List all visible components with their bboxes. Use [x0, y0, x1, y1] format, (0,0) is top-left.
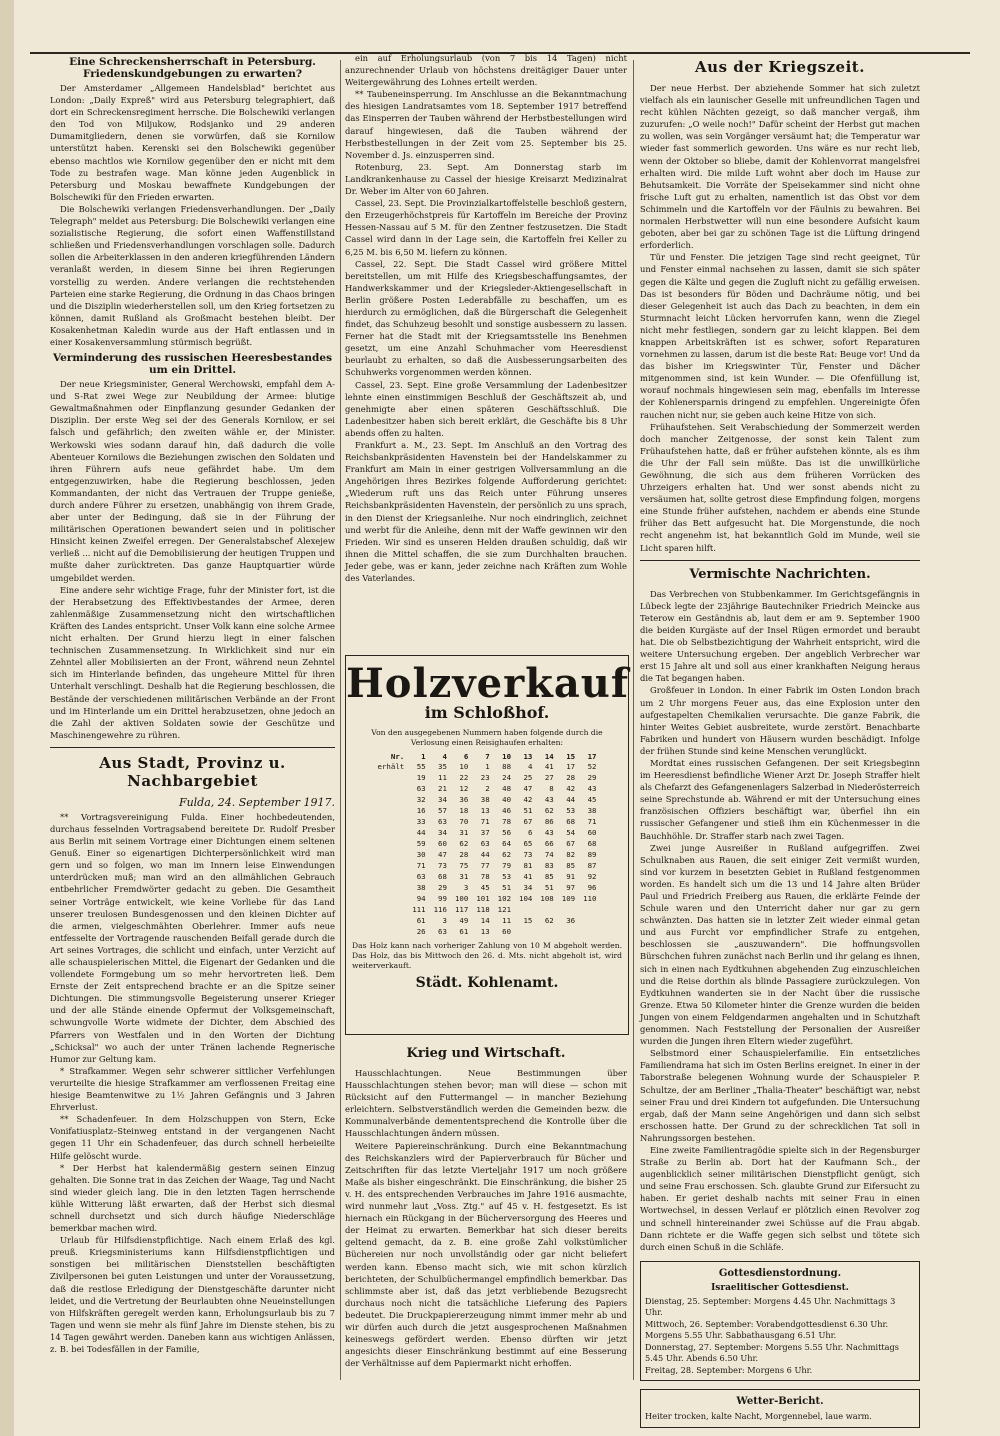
table-cell: 32	[416, 795, 426, 804]
table-cell: 42	[566, 784, 576, 793]
table-cell: 97	[566, 883, 576, 892]
table-cell: 71	[587, 817, 597, 826]
war-economy-paragraph: Hausschlachtungen. Neue Bestimmungen über Hausschlachtungen stehen bevor; man will diese — schon mit Rücksicht auf den Futtermangel — in mancher Beziehung erleichtern. Selbstverständlich werden die Gemeinden bezw. die Kommunalverbände demententsprechend die Kontrolle über die Hausschlachtungen ändern müssen.	[345, 1068, 627, 1139]
table-cell: 43	[587, 784, 597, 793]
row-label	[374, 816, 409, 827]
war-economy	[345, 1040, 627, 1370]
article-petersburg	[50, 56, 335, 348]
table-cell: 11	[438, 773, 447, 782]
table-header-cell: 14	[544, 752, 554, 761]
table-cell: 19	[416, 773, 426, 782]
article-paragraph: Der Amsterdamer „Allgemeen Handelsblad" berichtet aus London: „Daily Expreß" wird aus Petersburg telegraphiert, daß dort ein Schreckensregiment herrsche. Die Bolschewiki verlangen den Tod von Miljukow, Rodsjanko und 29 anderen Dumamitgliedern, denen sie vorwürfen, daß sie Kornilow unterstützt haben. Kerenski sei den Bolschewiki gegenüber ebenso machtlos wie Kornilow gegenüber den er nicht mit dem Tode zu bestrafen wage. Man könne jeden Augenblick in Petersburg und Moskau bewaffnete Kundgebungen der Bolschewiki für den Frieden erwarten.	[50, 83, 335, 202]
table-cell: 104	[519, 894, 533, 903]
table-body	[374, 761, 601, 937]
ad-subtitle: im Schloßhof.	[424, 703, 550, 722]
table-cell: 31	[459, 828, 469, 837]
table-cell: 78	[480, 872, 490, 881]
table-cell: 46	[502, 806, 512, 815]
row-label: erhält	[377, 762, 405, 771]
column-3	[640, 52, 920, 1422]
table-row	[374, 926, 601, 937]
local-paragraph: * Der Herbst hat kalendermäßig gestern seinen Einzug gehalten. Die Sonne trat in das Zeichen der Waage, Tag und Nacht sind wieder gleich lang. Die in den letzten Tagen herrschende kühle Witterung läßt erwarten, daß der Herbst sich diesmal schnell durchsetzt und sich durch häufige Niederschläge bemerkbar machen wird.	[50, 1162, 335, 1234]
table-header-cell: 4	[442, 752, 447, 761]
worship-line: Donnerstag, 27. September: Morgens 5.55 Uhr. Nachmittags 5.45 Uhr. Abends 6.50 Uhr.	[645, 1341, 900, 1364]
table-cell: 60	[587, 828, 597, 837]
table-header-cell: 7	[485, 752, 490, 761]
table-header-row	[374, 752, 601, 761]
table-cell: 43	[544, 795, 554, 804]
table-row	[374, 827, 601, 838]
table-cell: 68	[438, 872, 447, 881]
table-cell: 43	[544, 828, 554, 837]
table-cell	[558, 926, 579, 937]
war-economy-title: Krieg und Wirtschaft.	[406, 1046, 566, 1061]
table-cell: 81	[523, 861, 533, 870]
table-cell: 3	[442, 916, 447, 925]
war-economy-paragraph: Weitere Papiereinschränkung. Durch eine Bekanntmachung des Reichskanzlers wird der Papierverbrauch für Bücher und Zeitschriften für das letzte Vierteljahr 1917 um noch größere Maße als bisher eingeschränkt. Die Einschränkung, die bisher 25 v. H. des entsprechenden Verbrauches im Jahre 1916 ausmachte, wird nunmehr laut „Voss. Ztg." auf 45 v. H. festgesetzt. Es ist hiernach ein Rückgang in der Bücherversorgung des Heeres und der Heimat zu erwarten. Bemerkbar hat sich dieser bereits geltend gemacht, da z. B. eine große Zahl volkstümlicher Büchereien nur noch unvollständig oder gar nicht beliefert werden kann. Ebenso macht sich, wie mit schon kürzlich berichteten, der Schulbüchermangel empfindlich bemerkbar. Das schlimmste aber ist, daß das jetzt verbliebende Bezugsrecht durchaus noch nicht die tatsächliche Lieferung des Papiers bedeutet. Die Druckpapiererzeugung nimmt immer mehr ab und wir dürfen auch durch die jetzt ausgesprochenen Maßnahmen keineswegs gefördert werden. Ebenso dürften wir jetzt angesichts dieser Einschränkung bestimmt auf eine Besserung der Verhältnisse auf dem Papiermarkt nicht erhoffen.	[345, 1140, 627, 1369]
table-cell: 31	[459, 872, 469, 881]
table-cell: 41	[523, 872, 533, 881]
table-cell: 101	[476, 894, 490, 903]
table-cell	[536, 926, 557, 937]
local-paragraph: ** Schadenfeuer. In dem Holzschuppen von Stern, Ecke Vonifatiusplatz–Steinweg entstand in der vergangenen Nacht gegen 11 Uhr ein Schadenfeuer, das durch schnell herbeieilte Hilfe gelöscht wurde.	[50, 1114, 335, 1161]
table-cell: 25	[523, 773, 533, 782]
table-row	[374, 761, 601, 772]
table-cell: 59	[416, 839, 426, 848]
ad-intro: Von den ausgegebenen Nummern haben folgende durch die Verlosung einen Reisighaufen erhalten:	[371, 728, 603, 747]
table-cell: 40	[502, 795, 512, 804]
table-row	[374, 838, 601, 849]
table-cell: 63	[438, 817, 447, 826]
worship-subtitle: Israelitischer Gottesdienst.	[711, 1282, 849, 1293]
row-label	[374, 783, 409, 794]
article-paragraph: Der neue Kriegsminister, General Werchowski, empfahl dem A- und S-Rat zwei Wege zur Neubildung der Armee: blutige Gewaltmaßnahmen oder Einpflanzung gesunder Gedanken der Disziplin. Der erste Weg sei der des Generals Kornilow, er sei falsch und gefährlich; den zweiten wähle er, der Minister. Werkowski wies sodann darauf hin, daß dadurch die volle Abenteuer Kornilows die Beziehungen zwischen den Soldaten und ihren Führern aufs neue gefährdet habe. Um dem entgegenzuwirken, habe die Regierung beschlossen, jeden Kommandanten, der nicht das Vertrauen der Truppe genieße, durch andere Führer zu ersetzen, unabhängig von ihrem Grade, aber unter der Bedingung, daß sie in der Führung der militärischen Operationen bewandert seien und in politischer Hinsicht keinen Zweifel erregen. Der Generalstabschef Alexejew verließ ... nicht auf die Demobilisierung der heutigen Truppen und mußte daher zurücktreten. Das ganze Hauptquartier würde umgebildet werden.	[50, 379, 335, 583]
table-cell	[536, 904, 557, 915]
table-cell	[515, 904, 536, 915]
worship-line: Mittwoch, 26. September: Vorabendgottesdienst 6.30 Uhr. Morgens 5.55 Uhr. Sabbathausgang 6.51 Uhr.	[645, 1318, 889, 1341]
table-cell: 61	[459, 927, 469, 936]
table-cell: 68	[566, 817, 576, 826]
table-cell: 99	[438, 894, 447, 903]
table-cell: 79	[502, 861, 512, 870]
col3-paragraph: Tür und Fenster. Die jetzigen Tage sind recht geeignet, Tür und Fenster einmal nachsehen zu lassen, damit sie sich später gegen die Kälte und gegen die Zugluft nicht zu gefällig erweisen. Das ist besonders für Böden und Dachräume nötig, und bei dieser Gelegenheit ist auch das Dach zu beachten, in dem ein Sturmnacht leicht Lücken hervorrufen kann, wenn die Ziegel nicht mehr festliegen, sondern gar zu leicht klappen. Bei dem knappen Arbeitskräften ist es schwer, sofort Reparaturen vornehmen zu lassen, darum ist die beste Rat: Beuge vor! Und da das bisher im Kriegswinter Tür, Fenster und Dächer mitgenommen sind, ist kein Wunder. — Die Ofenfüllung ist, worauf nochmals hingewiesen sein mag, ebenfalls im Interesse der Kohlenersparnis dringend zu empfehlen. Ungereinigte Öfen rauchen nicht nur, sie geben auch keine Hitze von sich.	[640, 252, 920, 420]
table-header-cell: 15	[566, 752, 576, 761]
worship-line: Dienstag, 25. September: Morgens 4.45 Uhr. Nachmittags 3 Uhr.	[645, 1295, 896, 1318]
table-cell: 54	[566, 828, 576, 837]
table-cell: 28	[459, 850, 469, 859]
table-cell: 116	[433, 905, 447, 914]
article-heeresbestand	[50, 352, 335, 741]
table-cell: 73	[438, 861, 447, 870]
row-label	[374, 882, 409, 893]
misc-paragraph: Eine zweite Familientragödie spielte sich in der Regensburger Straße zu Berlin ab. Dort hat der Kaufmann Sch., der augenblicklich seiner militärischen Dienstpflicht genügt, sich und seine Frau erschossen. Sch. glaubte Grund zur Eifersucht zu haben. Er geriet deshalb nachts mit seiner Frau in einen Wortwechsel, in dessen Verlauf er plötzlich einen Revolver zog und schnell hintereinander zwei Schüsse auf die Frau abgab. Dann richtete er die Waffe gegen sich selbst und tötete sich durch einen Schuß in die Schläfe.	[640, 1144, 920, 1252]
table-cell: 67	[523, 817, 533, 826]
table-row	[374, 871, 601, 882]
ad-footer: Das Holz kann nach vorheriger Zahlung von 10 M abgeholt werden. Das Holz, das bis Mittwoch den 26. d. Mts. nicht abgeholt ist, wird weiterverkauft.	[352, 941, 622, 970]
table-cell: 18	[459, 806, 469, 815]
table-cell: 22	[459, 773, 469, 782]
dateline: Fulda, 24. September 1917.	[178, 795, 335, 809]
table-cell: 29	[438, 883, 447, 892]
table-cell: 27	[544, 773, 554, 782]
table-cell: 3	[463, 883, 469, 892]
table-cell: 85	[544, 872, 554, 881]
row-label	[374, 772, 409, 783]
table-cell: 73	[523, 850, 533, 859]
table-cell: 29	[587, 773, 597, 782]
table-cell: 45	[587, 795, 597, 804]
table-cell	[579, 926, 600, 937]
table-cell: 61	[416, 916, 426, 925]
table-row	[374, 816, 601, 827]
table-cell: 108	[540, 894, 554, 903]
local-section-title: Aus Stadt, Provinz u. Nachbargebiet	[99, 753, 286, 790]
war-time-title: Aus der Kriegszeit.	[695, 58, 865, 76]
table-row	[374, 915, 601, 926]
article-headline: Eine Schreckensherrschaft in Petersburg. Friedenskundgebungen zu erwarten?	[69, 56, 316, 80]
row-label	[374, 926, 409, 937]
column-2-top	[345, 52, 627, 648]
table-cell: 4	[527, 762, 533, 771]
table-header-label: Nr.	[390, 752, 405, 761]
column-rule-2	[633, 60, 634, 1380]
table-cell: 6	[527, 828, 533, 837]
table-cell	[579, 904, 600, 915]
col3-paragraph: Frühaufstehen. Seit Verabschiedung der Sommerzeit werden doch mancher Zeitgenosse, der sonst kein Talent zum Frühaufstehen hatte, daß er früher aufstehen könnte, als es ihm die Uhr der Fall sein müßte. Das ist die unwillkürliche Gewöhnung, die sich aus dem früheren Vorrücken des Uhrzeigers erhalten hat. Und wer sonst abends nicht zu versäumen hat, sollte getrost diese Empfindung folgen, morgens eine Stunde früher aufstehen, nachdem er abends eine Stunde früher das Bett aufgesucht hat. Die Morgenstunde, die noch recht angenehm ist, hat bekanntlich Gold im Munde, weil sie Licht sparen hilft.	[640, 421, 920, 553]
table-cell: 52	[587, 762, 597, 771]
table-cell: 35	[438, 762, 447, 771]
table-cell: 47	[438, 850, 447, 859]
col2-paragraph: Cassel, 22. Sept. Die Stadt Cassel wird größere Mittel bereitstellen, um mit Hilfe des Kriegsbeschaffungsamtes, der Handwerkskammer und der Kriegsleder-Aktiengesellschaft in Berlin größere Posten Lederabfälle zu beschaffen, um es hierdurch zu ermöglichen, daß die Bürgerschaft die Gelegenheit findet, das Schuhzeug besohlt und sonstige ausbessern zu lassen. Ferner hat die Stadt mit der Kriegsamtsstelle ins Benehmen gesetzt, um eine Anzahl Schuhmacher vom Heeresdienst beurlaubt zu erhalten, so daß die Ausbesserungsarbeiten des Schuhwerks vorgenommen werden können.	[345, 258, 627, 378]
worship-title: Gottesdienstordnung.	[718, 1267, 842, 1279]
table-cell: 86	[544, 817, 554, 826]
table-cell: 41	[544, 762, 554, 771]
table-cell: 70	[459, 817, 469, 826]
article-paragraph: Die Bolschewiki verlangen Friedensverhandlungen. Der „Daily Telegraph" meldet aus Petersburg: Die Bolschewiki verlangen eine sozialistische Regierung, die sofort einen Waffenstillstand schließen und Friedensverhandlungen vorschlagen solle. Dadurch sollen die Arbeiterklassen in den anderen kriegführenden Ländern veranlaßt werden, in diesem Sinne bei ihren Regierungen vorstellig zu werden. Andere verlangen die rechtstehenden Parteien eine starke Regierung, die Ordnung in das Chaos bringen und die Disziplin wiederherstellen soll, um den Krieg fortsetzen zu können, damit Rußland als Großmacht bestehen bleibt. Der Kosakenhetman Kaledin wurde aus der Haft entlassen und in einer Kosakenversammlung stürmisch begrüßt.	[50, 203, 335, 347]
table-cell: 75	[459, 861, 469, 870]
local-paragraph: ** Vortragsvereinigung Fulda. Einer hochbedeutenden, durchaus fesselnden Vortragsabend bereitete Dr. Rudolf Presber aus Berlin mit seinem Vortrage einer Dichtungen einem seltenen Genuß. Einer so eigenartigen Dichterpersönlichkeit wird man gern und so folgen, wo man im Innern leise Einwendungen unterdrücken muß; man wird an den allmählichen Gebrauch entbehrlicher Fremdwörter gedacht zu geben. Die Gesamtheit seiner Vorträge entwickelt, wie keine Vorliebe für das Land unserer treulosen Bundesgenossen und den kleinen Dichter auf die armen, vielgeschmähten Oberlehrer. Immer aufs neue entfesselte der Vortragende rauschenden Beifall gerade durch die Art seines Vortrages, die schlicht und einfach, unter Verzicht auf alle schauspielerischen Mittel, die Eigenart der Gedanken und die vollendete Formgebung um so mehr hervortreten ließ. Dem Ernste der Zeit entsprechend brachte er an die Spitze seiner Dichtungen. Die stimmungsvolle Begeisterung unserer Krieger und der alle Stände einende Opfermut der Volksgemeinschaft, schwungvolle Worte widmete der Dichter, dem Abschied des Pfarrers von Westfalen und in den Worten der Dichtung „Schicksal" wo auch der unter Tränen lachende Regnerische Humor zur Geltung kam.	[50, 811, 335, 1064]
table-cell: 111	[412, 905, 426, 914]
table-cell: 62	[459, 839, 469, 848]
article-headline: Verminderung des russischen Heeresbestandes um ein Drittel.	[53, 352, 332, 377]
table-cell: 51	[523, 806, 533, 815]
table-cell: 49	[459, 916, 469, 925]
misc-paragraph: Zwei junge Ausreißer in Rußland aufgegriffen. Zwei Schulknaben aus Rauen, die seit einiger Zeit vermißt wurden, sind vor kurzem in besetzten Gebiet in Rußland festgenommen worden. Es handelt sich um die 13 und 14 Jahre alten Brüder Paul und Friedrich Freiberg aus Rauen, die erklärte Feinde der Schule waren und den Unterricht daher nur gar zu gern schwänzten. Das hatten sie in letzter Zeit wieder einmal getan und aus Furcht vor empfindlicher Strafe zu entgehen, beschlossen sie „auszuwandern". Die hoffnungsvollen Bürschchen fuhren zunächst nach Berlin und ihr gelang es ihnen, sich in einen nach Eydtkuhnen abgehenden Zug einzuschleichen und die Reise dorthin als blinde Passagiere zurückzulegen. Von Eydtkuhnen wanderten sie in der Nacht über die russische Grenze. Etwa 50 Kilometer hinter die Grenze wurden die beiden Jungen von einem Feldgendarmen angehalten und in Schutzhaft genommen. Nach Feststellung der Personalien der Ausreißer wurden die Jungen ihren Eltern wieder zugeführt.	[640, 842, 920, 1047]
table-cell: 11	[502, 916, 512, 925]
table-cell	[579, 915, 600, 926]
table-cell: 88	[502, 762, 512, 771]
col2-paragraph: Rotenburg, 23. Sept. Am Donnerstag starb im Landkrankenhause zu Cassel der hiesige Kreisarzt Medizinalrat Dr. Weber im Alter von 60 Jahren.	[345, 161, 627, 197]
weather-text: Heiter trocken, kalte Nacht, Morgennebel, laue warm.	[645, 1411, 872, 1422]
table-cell: 1	[485, 762, 490, 771]
table-cell: 71	[416, 861, 426, 870]
row-label	[374, 860, 409, 871]
table-cell: 82	[566, 850, 576, 859]
row-label	[374, 893, 409, 904]
table-row	[374, 805, 601, 816]
worship-line: Freitag, 28. September: Morgens 6 Uhr.	[645, 1364, 813, 1375]
section-divider	[640, 560, 920, 561]
table-cell: 71	[480, 817, 490, 826]
table-cell: 60	[438, 839, 447, 848]
table-cell: 67	[566, 839, 576, 848]
table-cell: 28	[566, 773, 576, 782]
table-cell: 44	[416, 828, 426, 837]
table-cell: 87	[587, 861, 597, 870]
table-cell: 89	[587, 850, 597, 859]
table-cell: 13	[480, 806, 490, 815]
table-row	[374, 860, 601, 871]
section-divider	[50, 747, 335, 748]
table-cell: 8	[549, 784, 554, 793]
table-cell: 92	[587, 872, 597, 881]
table-cell: 17	[566, 762, 576, 771]
table-cell	[515, 926, 536, 937]
table-cell: 78	[502, 817, 512, 826]
ad-title: Holzverkauf	[346, 660, 630, 707]
table-cell: 38	[416, 883, 426, 892]
row-label	[374, 838, 409, 849]
table-cell: 30	[416, 850, 426, 859]
table-cell: 110	[583, 894, 597, 903]
misc-paragraph: Das Verbrechen von Stubbenkammer. Im Gerichtsgefängnis in Lübeck legte der 23jährige Bautechniker Friedrich Meincke aus Teterow ein Geständnis ab, laut dem er am 9. September 1900 die beiden Kurgäste auf der Insel Rügen ermordet und beraubt hat. Die ob Selbstbezichtigung der Wahrheit entspricht, wird die weitere Untersuchung ergeben. Der angeblich Verbrecher war erst 15 Jahre alt und soll aus einer krankhaften Neigung heraus die Tat begangen haben.	[640, 588, 920, 684]
table-cell: 37	[480, 828, 490, 837]
table-cell: 57	[438, 806, 447, 815]
table-cell: 12	[459, 784, 469, 793]
table-cell: 102	[497, 894, 512, 903]
table-cell: 14	[480, 916, 490, 925]
table-cell: 16	[416, 806, 426, 815]
table-cell: 62	[544, 806, 554, 815]
local-paragraph: Urlaub für Hilfsdienstpflichtige. Nach einem Erlaß des kgl. preuß. Kriegsministeriums kann Hilfsdienstpflichtigen und sonstigen bei militärischen Dienststellen beschäftigten Zivilpersonen bei guten Leistungen und unter der Voraussetzung, daß die restlose Erledigung der Dienstgeschäfte darunter nicht leidet, und die Vertretung der Beurlaubten ohne Neueinstellungen von Hilfskräften geregelt werden kann, Erholungsurlaub bis zu 7 Tagen und wenn sie mehr als fünf Jahre im Dienste stehen, bis zu 14 Tagen gewährt werden. Daneben kann aus wichtigen Anlässen, z. B. bei Todesfällen in der Familie,	[50, 1235, 335, 1354]
row-label	[374, 871, 409, 882]
table-cell: 36	[566, 916, 576, 925]
table-cell: 51	[502, 883, 512, 892]
misc-paragraph: Selbstmord einer Schauspielerfamilie. Ein entsetzliches Familiendrama hat sich im Osten Berlins ereignet. In einer in der Taborstraße belegenen Wohnung wurde der Schauspieler P. Schultze, der am Berliner „Thalia-Theater" beschäftigt war, nebst seiner Frau und drei Kindern tot aufgefunden. Die Untersuchung ergab, daß der Mann seine Angehörigen und dann sich selbst erschossen hatte. Der Grund zu der schrecklichen Tat soll in Nahrungssorgen bestehen.	[640, 1048, 920, 1143]
row-label	[374, 794, 409, 805]
table-cell: 74	[544, 850, 554, 859]
table-cell: 2	[485, 784, 490, 793]
ad-signature: Städt. Kohlenamt.	[415, 975, 559, 991]
row-label	[374, 849, 409, 860]
col2-paragraph: Cassel, 23. Sept. Die Provinzialkartoffelstelle beschloß gestern, den Erzeugerhöchstpreis für Kartoffeln im Bereiche der Provinz Hessen-Nassau auf 5 M. für den Zentner festzusetzen. Die Stadt Cassel wird dann in der Lage sein, die Kartoffeln frei Keller zu 6,25 M. bis 6,50 M. liefern zu können.	[345, 198, 627, 257]
table-cell: 117	[454, 905, 469, 914]
table-cell: 53	[502, 872, 512, 881]
table-cell: 51	[544, 883, 554, 892]
worship-schedule-box	[640, 1261, 920, 1382]
col2-paragraph: ein auf Erholungsurlaub (von 7 bis 14 Tagen) nicht anzurechnender Urlaub von höchstens dreitägiger Dauer unter Weitergewährung des Lohnes erteilt werden.	[345, 53, 627, 88]
table-cell: 63	[480, 839, 490, 848]
table-cell: 77	[480, 861, 490, 870]
col2-paragraph: Cassel, 23. Sept. Eine große Versammlung der Ladenbesitzer lehnte einen einstimmigen Beschluß der Geschäftszeit ab, und genehmigte aber einen späteren Geschäftsschluß. Die Ladenbesitzer haben sich bereit erklärt, die Geschäfte bis 8 Uhr abends offen zu halten.	[345, 379, 627, 438]
table-cell: 121	[497, 905, 512, 914]
table-cell: 94	[416, 894, 426, 903]
table-cell: 38	[480, 795, 490, 804]
weather-title: Wetter-Bericht.	[736, 1396, 824, 1408]
misc-paragraph: Mordtat eines russischen Gefangenen. Der seit Kriegsbeginn im Heeresdienst befindliche Wiener Arzt Dr. Joseph Straffer hielt als Chefarzt des Gefangenenlagers Salzerbad in Niederösterreich seine Sprechstunde ab. Während er mit der Untersuchung eines französischen Offiziers beschäftigt war, überfiel ihn ein russischer Gefangener und stieß ihm ein Küchenmesser in die Bauchhöhle. Dr. Straffer starb nach zwei Tagen.	[640, 757, 920, 841]
table-cell: 26	[416, 927, 426, 936]
table-cell: 66	[544, 839, 554, 848]
table-cell: 109	[561, 894, 576, 903]
holzverkauf-advertisement	[345, 655, 629, 1035]
row-label	[374, 805, 409, 816]
table-header-cell: 17	[587, 752, 597, 761]
col3-paragraph: Der neue Herbst. Der abziehende Sommer hat sich zuletzt vielfach als ein launischer Geselle mit unfreundlichen Tagen und recht kühlen Nächten gezeigt, so daß mancher vergaß, ihm zuzurufen: „O weile noch!" Dafür scheint der Herbst gut machen zu wollen, was sein Vorgänger versäumt hat; die Temperatur war wieder fast sommerlich geworden. Uns wäre es nur recht lieb, wenn der Oktober so bliebe, damit der Kohlenvorrat mangelsfrei erhalten wird. Die milde Luft wohnt aber doch im Hause zur Behutsamkeit. Die Vorräte der Speisekammer sind nicht ohne frische Luft gut zu erhalten, namentlich ist das Obst vor dem Schimmeln und die Kartoffeln vor der Fäulnis zu bewahren. Bei normalen Herbstwetter will nun eine besondere Aufsicht kaum geboten, aber bei gar zu schönen Tage ist die Lüftung dringend erforderlich.	[640, 83, 920, 251]
table-cell: 60	[502, 927, 512, 936]
table-row	[374, 783, 601, 794]
page-edge-shadow	[0, 0, 14, 1436]
table-row	[374, 893, 601, 904]
lottery-number-table	[374, 752, 601, 937]
table-cell: 83	[544, 861, 554, 870]
weather-report-box	[640, 1389, 920, 1428]
table-cell: 62	[544, 916, 554, 925]
misc-title: Vermischte Nachrichten.	[689, 566, 871, 582]
table-cell: 48	[502, 784, 512, 793]
row-label	[374, 827, 409, 838]
table-cell: 44	[480, 850, 490, 859]
table-cell: 23	[480, 773, 490, 782]
table-cell: 34	[438, 795, 447, 804]
row-label	[374, 915, 409, 926]
table-cell: 68	[587, 839, 597, 848]
table-cell: 33	[416, 817, 426, 826]
table-cell: 62	[502, 850, 512, 859]
table-cell: 63	[416, 872, 426, 881]
table-cell: 63	[416, 784, 426, 793]
table-cell: 38	[587, 806, 597, 815]
table-cell: 91	[566, 872, 576, 881]
table-cell: 45	[480, 883, 490, 892]
table-cell: 10	[459, 762, 469, 771]
column-rule-1	[340, 60, 341, 1380]
table-cell: 13	[480, 927, 490, 936]
table-header-cell: 1	[421, 752, 426, 761]
table-header-cell: 6	[463, 752, 469, 761]
table-row	[374, 904, 601, 915]
table-cell: 36	[459, 795, 469, 804]
table-cell: 34	[523, 883, 533, 892]
article-paragraph: Eine andere sehr wichtige Frage, fuhr der Minister fort, ist die der Herabsetzung des Effektivbestandes der Armee, deren zahlenmäßige Zusammensetzung nicht den wirtschaftlichen Kräften des Landes entspricht. Unser Volk kann eine solche Armee nicht erhalten. Der Grund hierzu liegt in einer falschen technischen Zusammensetzung. In Wirklichkeit sind nur ein Zehntel aller Mobilisierten an der Front, während neun Zehntel sich im Hinterlande befinden, das ungeheure Mittel für ihren Unterhalt verschlingt. Deshalb hat die Regierung beschlossen, die Bestände der verschiedenen militärischen Verbände an der Front und im Hinterlande um ein Drittel herabzusetzen, ohne jedoch an die Zahl der aktiven Soldaten sowie der Geschütze und Maschinengewehre zu rühren.	[50, 584, 335, 740]
table-row	[374, 849, 601, 860]
table-cell: 24	[502, 773, 512, 782]
table-cell: 21	[438, 784, 447, 793]
table-cell: 65	[523, 839, 533, 848]
column-1	[50, 52, 335, 1382]
table-cell: 118	[476, 905, 490, 914]
table-cell: 15	[523, 916, 533, 925]
table-cell: 96	[587, 883, 597, 892]
local-paragraph: * Strafkammer. Wegen sehr schwerer sittlicher Verfehlungen verurteilte die hiesige Strafkammer am verflossenen Freitag eine hiesige Beamtenwitwe zu 1½ Jahren Gefängnis und 3 Jahren Ehrverlust.	[50, 1065, 335, 1113]
table-cell: 56	[502, 828, 512, 837]
table-cell: 47	[523, 784, 533, 793]
table-cell: 64	[502, 839, 512, 848]
table-cell: 63	[438, 927, 447, 936]
table-header-cell: 13	[523, 752, 533, 761]
table-cell: 44	[566, 795, 576, 804]
table-row	[374, 772, 601, 783]
table-cell: 85	[566, 861, 576, 870]
table-cell: 42	[523, 795, 533, 804]
table-header-cell: 10	[502, 752, 512, 761]
table-cell: 53	[566, 806, 576, 815]
table-cell: 55	[416, 762, 426, 771]
table-cell: 100	[454, 894, 469, 903]
table-cell: 34	[438, 828, 447, 837]
table-row	[374, 882, 601, 893]
col2-paragraph: Frankfurt a. M., 23. Sept. Im Anschluß an den Vortrag des Reichsbankpräsidenten Havenstein bei der Handelskammer zu Frankfurt am Main in einer gestrigen Vollversammlung an die Angehörigen ihres Bezirkes folgende Aufforderung gerichtet: „Wiederum ruft uns das Reich unter Führung unseres Reichsbankpräsidenten Havenstein, der persönlich zu uns sprach, in den Dienst der Kriegsanleihe. Nur noch eindringlich, zeichnet und werbt für die Anleihe, denn mit der Waffe gewinnen wir den Frieden. Wir sind es unseren Helden draußen schuldig, daß wir ihnen die Mittel schaffen, die sie zum Durchhalten brauchen. Jeder gebe, was er kann, jeder zeichne nach Kräften zum Wohle des Vaterlandes.	[345, 440, 627, 584]
row-label	[374, 904, 409, 915]
col2-paragraph: ** Taubeneinsperrung. Im Anschlusse an die Bekanntmachung des hiesigen Landratsamtes vom 18. September 1917 betreffend das Einsperren der Tauben während der Herbstbestellungen wird darauf hingewiesen, daß die Tauben während der Herbstbestellungen in der Zeit vom 25. September bis 25. November d. Js. einzusperren sind.	[345, 89, 627, 160]
table-row	[374, 794, 601, 805]
misc-paragraph: Großfeuer in London. In einer Fabrik im Osten London brach um 2 Uhr morgens Feuer aus, das eine Explosion unter den aufgestapelten Chemikalien verursachte. Die ganze Fabrik, die hinter Weites Gebiet ausbreitete, wurde zerstört. Benachbarte Fabriken und hundert von Häusern wurden beschädigt. Infolge der frühen Stunde sind keine Menschen verunglückt.	[640, 685, 920, 756]
table-cell	[558, 904, 579, 915]
